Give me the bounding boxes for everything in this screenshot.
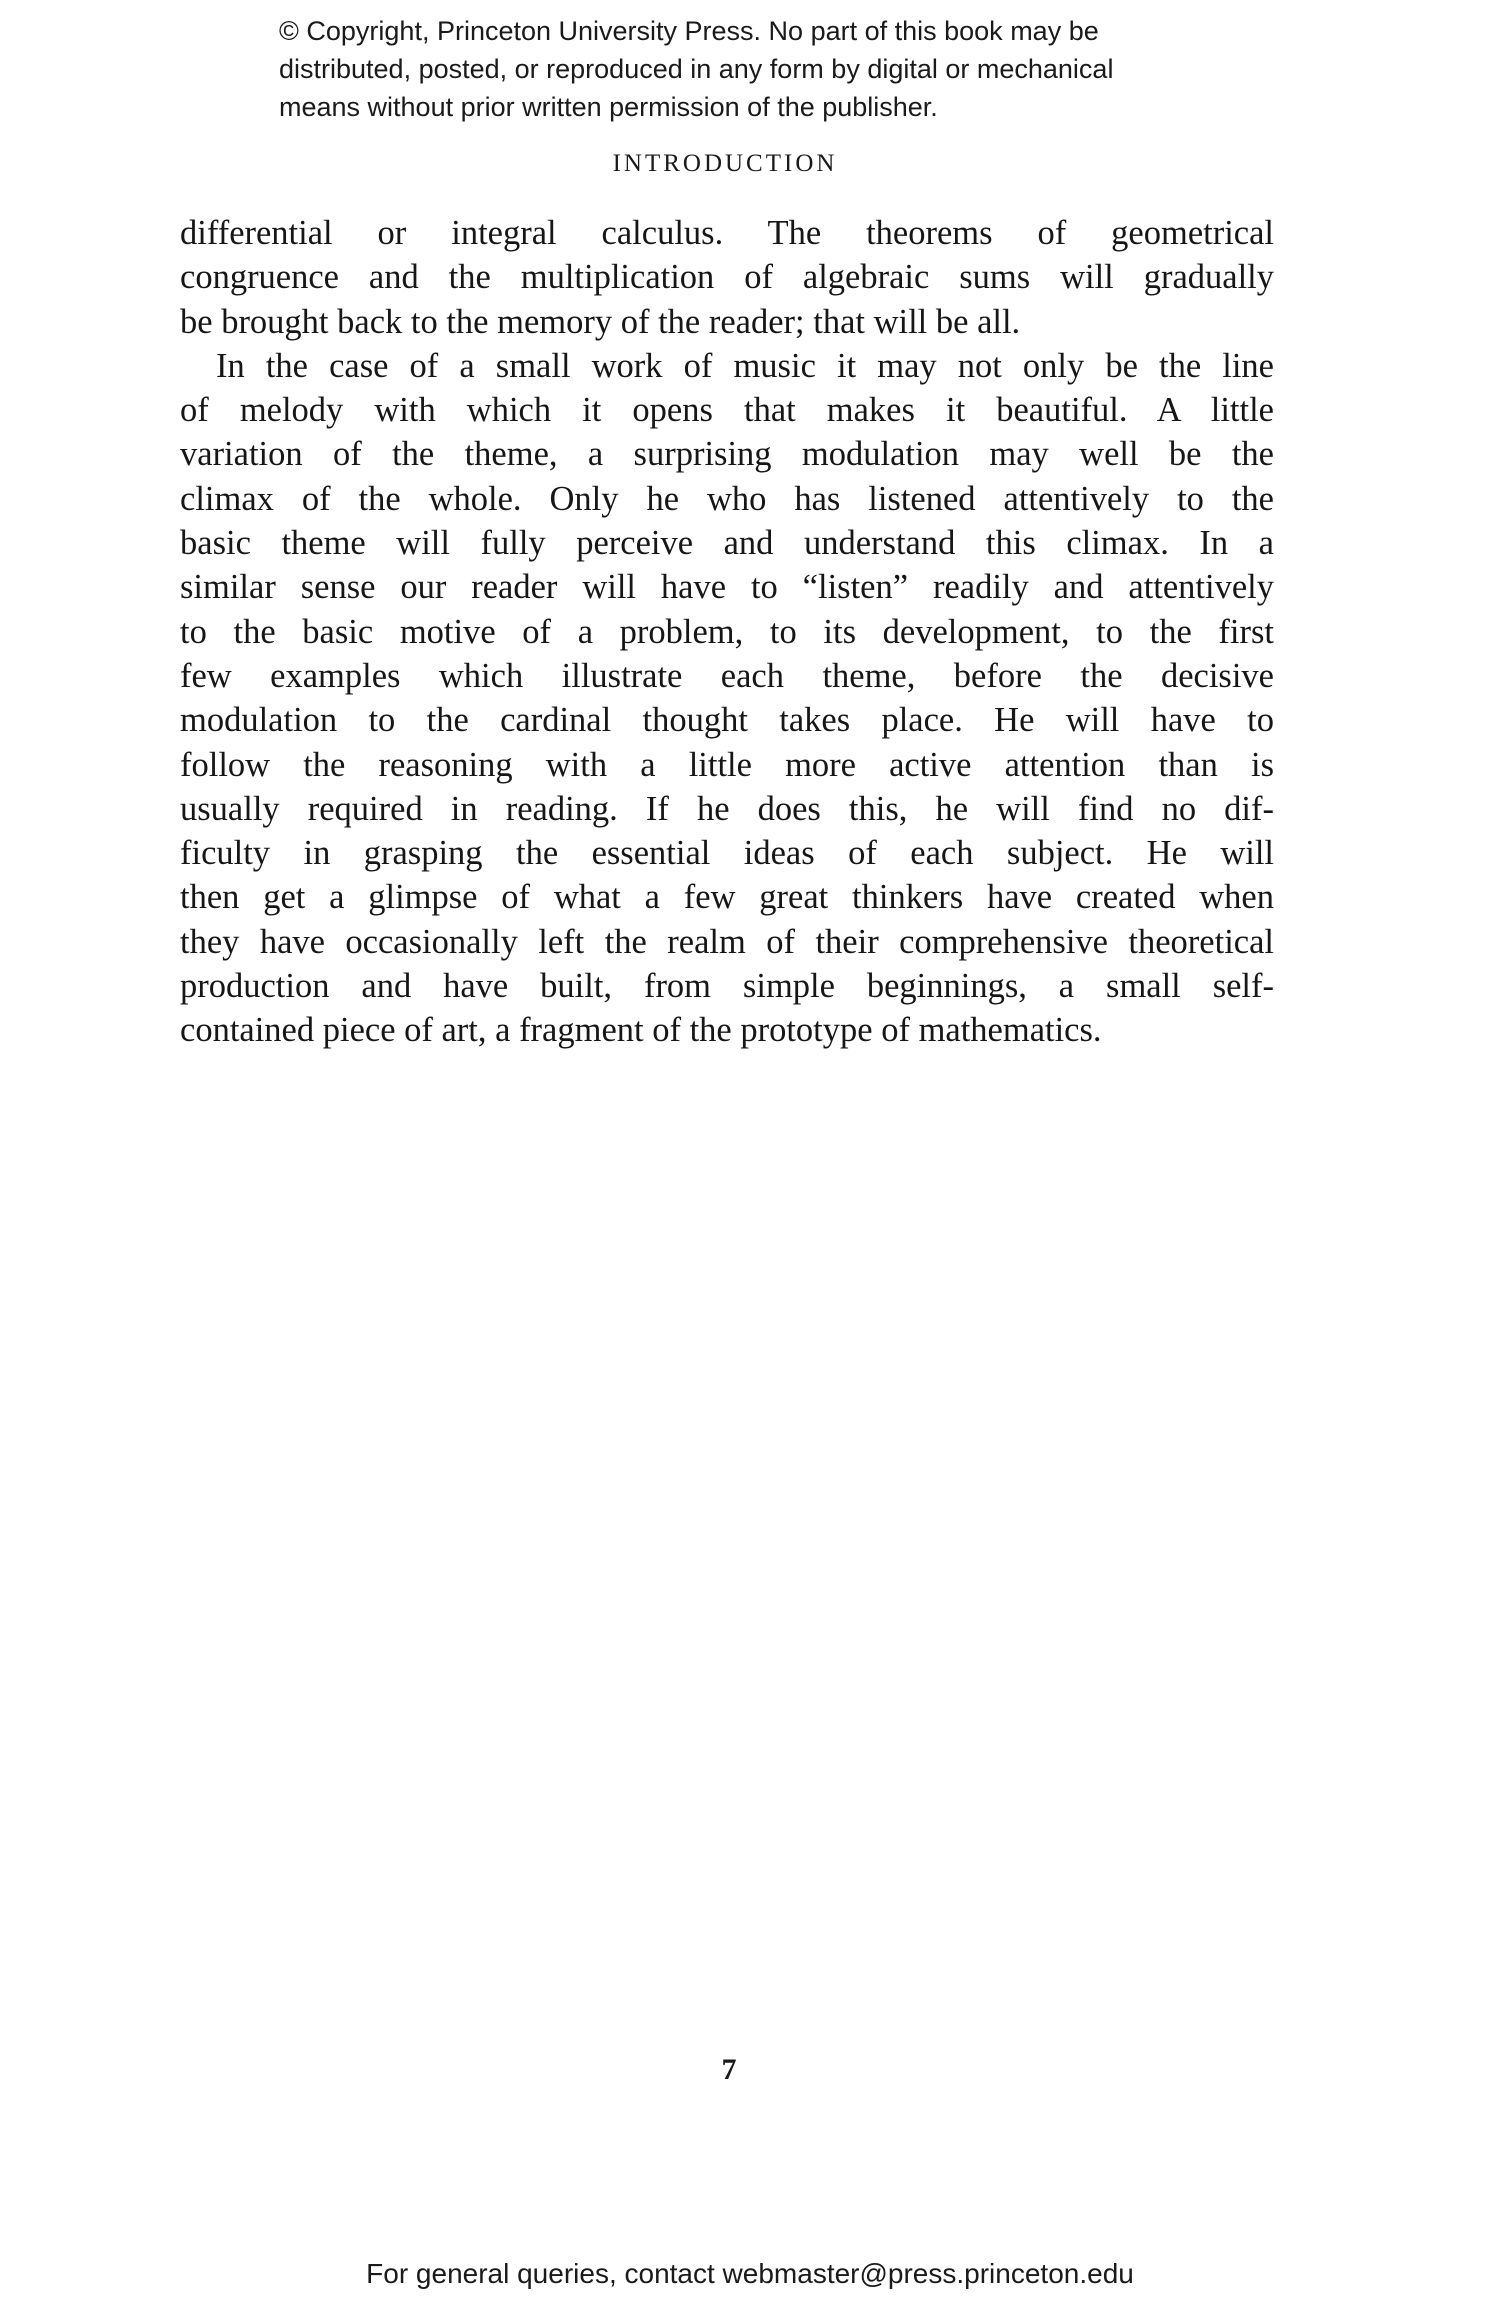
text-line: few examples which illustrate each theme, before the decisive [180,656,1274,695]
page-number: 7 [721,2053,737,2086]
text-line: of melody with which it opens that makes it beautiful. A little [180,391,1274,430]
body-text [180,211,1274,1053]
text-line: In the case of a small work of music it may not only be the line [216,346,1274,385]
text-line: contained piece of art, a fragment of the prototype of mathematics. [180,1011,1102,1050]
text-line: modulation to the cardinal thought takes place. He will have to [180,701,1274,740]
text-line: usually required in reading. If he does this, he will find no dif- [180,789,1274,828]
running-head: INTRODUCTION [612,150,838,177]
text-line: differential or integral calculus. The theorems of geometrical [180,214,1274,252]
text-line: they have occasionally left the realm of their comprehensive theoretical [180,922,1274,961]
footer-contact: For general queries, contact webmaster@press.princeton.edu [366,2258,1134,2289]
text-line: similar sense our reader will have to “listen” readily and attentively [180,568,1274,607]
text-line: follow the reasoning with a little more active attention than is [180,745,1274,784]
text-line: to the basic motive of a problem, to its development, to the first [180,612,1274,651]
text-line: production and have built, from simple beginnings, a small self- [180,967,1274,1006]
text-line: ficulty in grasping the essential ideas of each subject. He will [180,834,1274,873]
copyright-line: distributed, posted, or reproduced in any form by digital or mechanical [279,54,1114,84]
text-line: basic theme will fully perceive and understand this climax. In a [180,524,1274,563]
paragraph [180,344,1274,1053]
copyright-line: means without prior written permission of the publisher. [279,92,938,122]
text-line: be brought back to the memory of the reader; that will be all. [180,302,1021,341]
copyright-line: © Copyright, Princeton University Press. No part of this book may be [279,16,1099,46]
copyright-notice [279,12,1259,126]
text-line: climax of the whole. Only he who has listened attentively to the [180,479,1274,518]
paragraph [180,211,1274,344]
text-line: congruence and the multiplication of algebraic sums will gradually [180,258,1274,297]
text-line: then get a glimpse of what a few great thinkers have created when [180,878,1274,917]
text-line: variation of the theme, a surprising modulation may well be the [180,435,1274,474]
